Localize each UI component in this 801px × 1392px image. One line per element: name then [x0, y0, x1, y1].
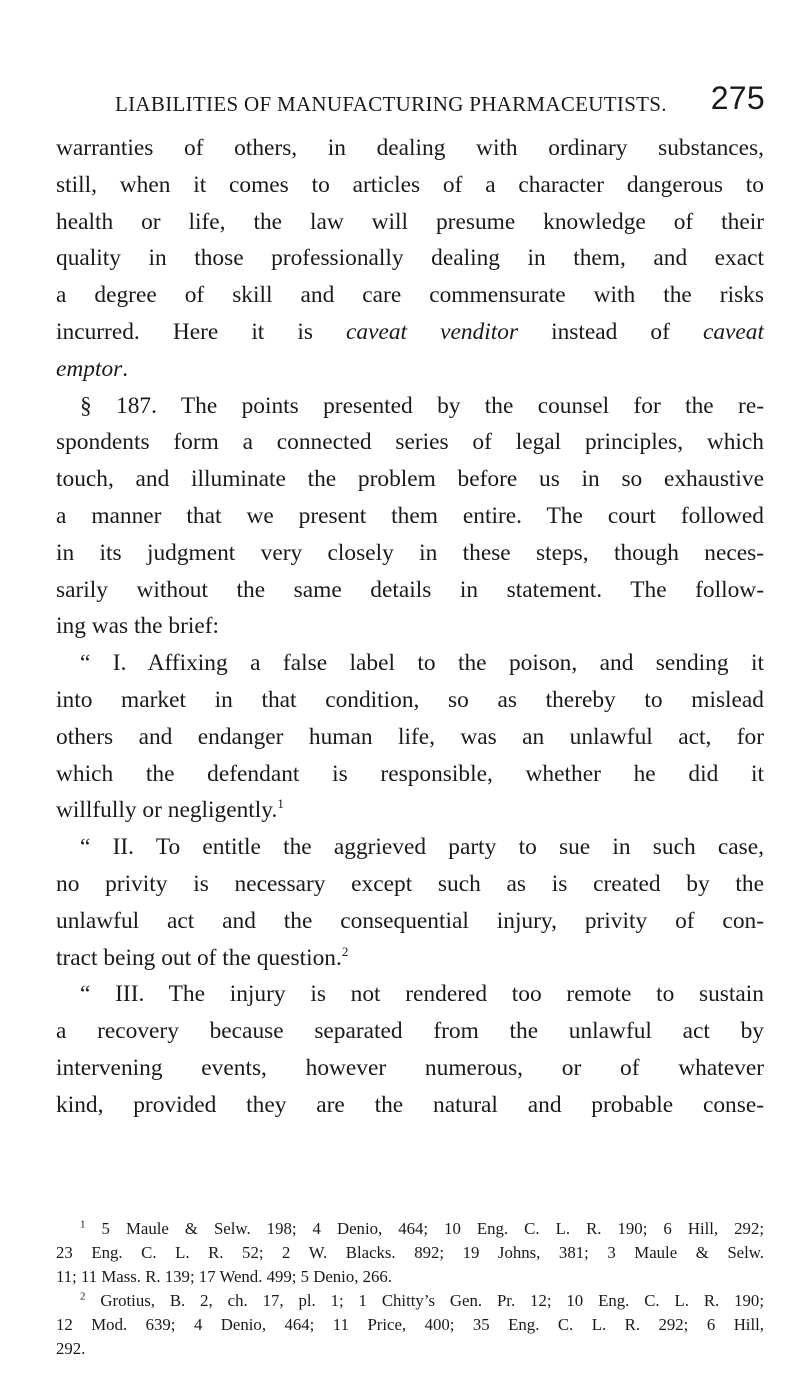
- text-line: no privity is necessary except such as is created by the: [56, 870, 764, 897]
- text-line: “ I. Affixing a false label to the poison, and sending it: [80, 650, 764, 677]
- page-number: 275: [710, 80, 765, 116]
- text-line: warranties of others, in dealing with ordinary substances,: [56, 135, 764, 161]
- text-line: “ II. To entitle the aggrieved party to sue in such case,: [80, 834, 764, 861]
- text-segment: willfully or negligently.: [56, 797, 278, 824]
- footnote-ref[interactable]: 2: [341, 943, 349, 959]
- text-line: a manner that we present them entire. The court followed: [56, 502, 764, 529]
- text-line: a recovery because separated from the unlawful act by: [56, 1018, 764, 1045]
- text-line: a degree of skill and care commensurate with the risks: [56, 282, 764, 309]
- text-segment: .: [122, 355, 129, 382]
- text-segment: incurred. Here it is: [56, 318, 347, 345]
- footnote-marker: 2: [80, 1290, 86, 1303]
- footnote-line: 12 Mod. 639; 4 Denio, 464; 11 Price, 400; 35 Eng. C. L. R. 292; 6 Hill,: [56, 1315, 764, 1334]
- text-line: intervening events, however numerous, or of whatever: [56, 1054, 764, 1081]
- text-line: sarily without the same details in statement. The follow-: [56, 576, 764, 603]
- text-line: into market in that condition, so as thereby to mislead: [56, 686, 764, 713]
- text-segment: instead of: [518, 318, 703, 345]
- footnote-line: 11; 11 Mass. R. 139; 17 Wend. 499; 5 Denio, 266.: [56, 1267, 392, 1286]
- footnote-text: 5 Maule & Selw. 198; 4 Denio, 464; 10 Eng. C. L. R. 190; 6 Hill, 292;: [101, 1219, 764, 1238]
- running-title: LIABILITIES OF MANUFACTURING PHARMACEUTISTS.: [115, 92, 667, 116]
- footnote-line: [56, 1289, 764, 1313]
- footnote-line: [56, 1217, 764, 1241]
- footnote-text: Grotius, B. 2, ch. 17, pl. 1; 1 Chitty’s Gen. Pr. 12; 10 Eng. C. L. R. 190;: [100, 1291, 764, 1310]
- body-text: [56, 130, 764, 1124]
- text-line: [56, 351, 764, 388]
- text-line: others and endanger human life, was an unlawful act, for: [56, 723, 764, 750]
- text-line: “ III. The injury is not rendered too remote to sustain: [80, 981, 764, 1008]
- text-line: health or life, the law will presume knowledge of their: [56, 208, 764, 235]
- text-line: [56, 792, 764, 829]
- text-line: [56, 314, 764, 351]
- text-segment: tract being out of the question.: [56, 944, 342, 971]
- footnote-ref[interactable]: 1: [277, 796, 284, 812]
- text-line: ing was the brief:: [56, 613, 220, 640]
- text-line: which the defendant is responsible, whether he did it: [56, 760, 764, 787]
- text-line: in its judgment very closely in these steps, though neces-: [56, 539, 764, 566]
- footnote-marker: 1: [80, 1218, 86, 1231]
- footnote-line: 23 Eng. C. L. R. 52; 2 W. Blacks. 892; 19 Johns, 381; 3 Maule & Selw.: [56, 1243, 764, 1262]
- text-line: still, when it comes to articles of a character dangerous to: [56, 171, 764, 198]
- text-line: [56, 940, 764, 977]
- text-line: kind, provided they are the natural and probable conse-: [56, 1091, 764, 1118]
- section-heading-line: § 187. The points presented by the counsel for the re-: [80, 392, 764, 419]
- footnote-line: 292.: [56, 1339, 86, 1358]
- latin-phrase: emptor: [56, 355, 123, 382]
- text-line: spondents form a connected series of legal principles, which: [56, 429, 764, 456]
- text-line: quality in those professionally dealing in them, and exact: [56, 245, 764, 272]
- latin-phrase: caveat: [702, 318, 764, 345]
- text-line: touch, and illuminate the problem before us in so exhaustive: [56, 466, 764, 493]
- latin-phrase: caveat venditor: [346, 318, 519, 345]
- text-line: unlawful act and the consequential injury, privity of con-: [56, 907, 764, 934]
- footnotes: [56, 1217, 764, 1361]
